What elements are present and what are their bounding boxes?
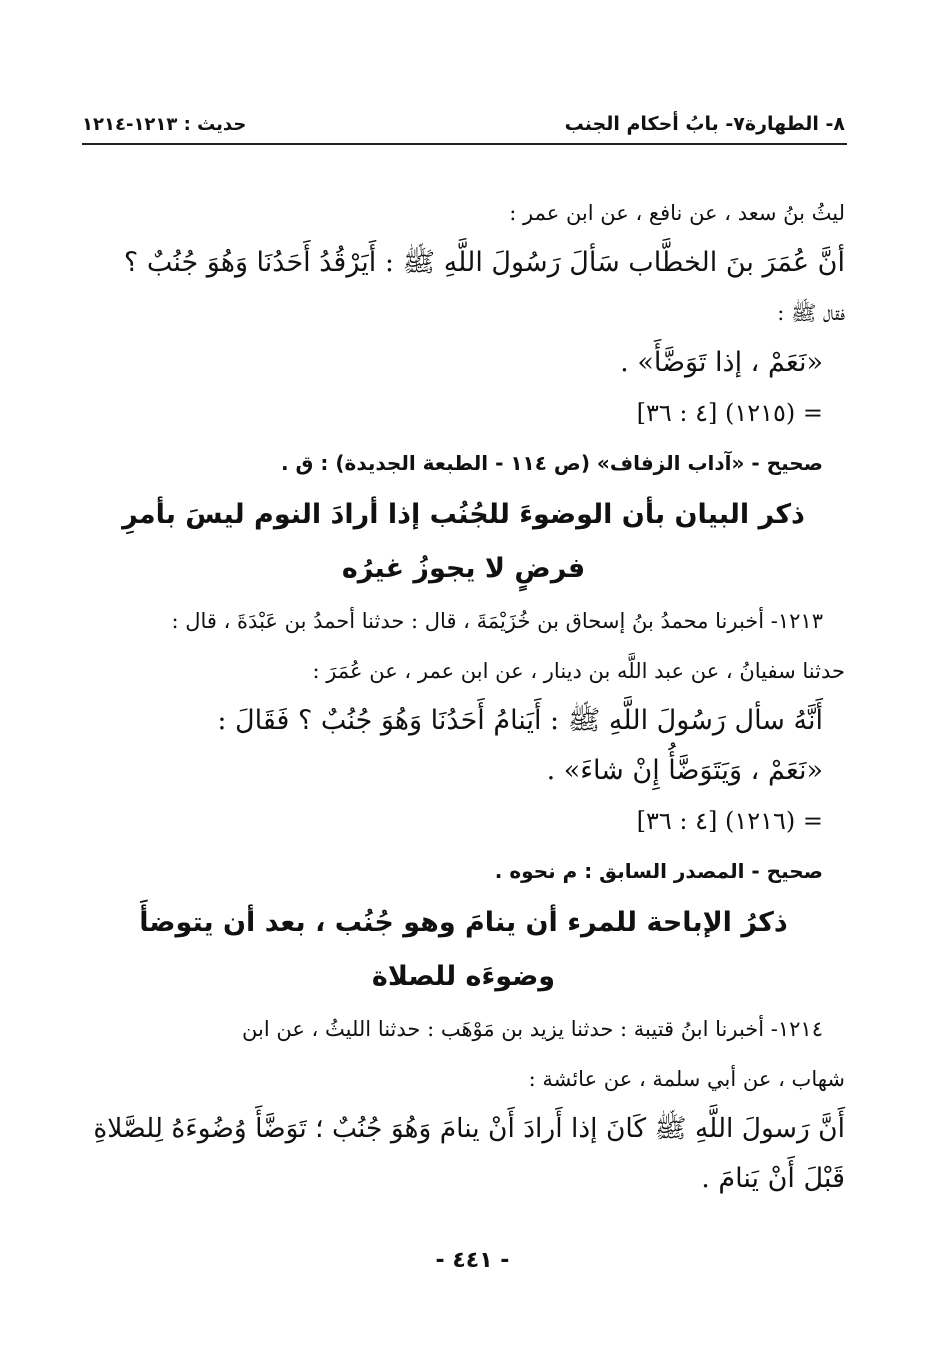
hadith-text-line: «نَعَمْ ، وَيَتَوَضَّأُ إِنْ شاءَ» . — [546, 755, 823, 786]
hadith-text-line: «نَعَمْ ، إذا تَوَضَّأَ» . — [620, 347, 823, 378]
grading-line: صحيح - «آداب الزفاف» (ص ١١٤ - الطبعة الجديدة) : ق . — [281, 451, 823, 475]
cross-reference: = (١٢١٦) [٤ : ٣٦] — [636, 807, 823, 835]
isnad-line: ١٢١٤- أخبرنا ابنُ قتيبة : حدثنا يزيد بن مَوْهَب : حدثنا الليثُ ، عن ابن — [242, 1017, 823, 1041]
section-heading: ذكر البيان بأن الوضوءَ للجُنُب إذا أرادَ النوم ليسَ بأمرِ — [122, 499, 805, 530]
section-title: ٨- الطهارة — [744, 113, 845, 135]
isnad-line: ليثُ بنُ سعد ، عن نافع ، عن ابن عمر : — [509, 201, 845, 225]
hadith-text-line: أنَّ عُمَرَ بنَ الخطَّاب سَألَ رَسُولَ اللَّهِ ﷺ : أَيَرْقُدُ أَحَدُنَا وَهُوَ جُنُبٌ ؟ — [123, 247, 845, 278]
isnad-line: شهاب ، عن أبي سلمة ، عن عائشة : — [528, 1067, 845, 1091]
isnad-line: حدثنا سفيانُ ، عن عبد اللَّه بن دينار ، عن ابن عمر ، عن عُمَرَ : — [312, 659, 845, 683]
page-number: - ٤٤١ - — [435, 1248, 510, 1273]
page-body — [82, 188, 845, 1204]
running-header — [82, 106, 845, 142]
hadith-range: حديث : ١٢١٣-١٢١٤ — [82, 113, 247, 135]
grading-line: صحيح - المصدر السابق : م نحوه . — [494, 859, 823, 883]
section-heading: وضوءَه للصلاة — [371, 961, 556, 992]
narration-line: فقال ﷺ : — [777, 301, 845, 325]
section-heading: فرضٍ لا يجوزُ غيرُه — [341, 553, 586, 584]
cross-reference: = (١٢١٥) [٤ : ٣٦] — [636, 399, 823, 427]
chapter-title: ٧- بابُ أحكام الجنب — [564, 113, 745, 135]
isnad-line: ١٢١٣- أخبرنا محمدُ بنُ إسحاق بن خُزَيْمَةَ ، قال : حدثنا أحمدُ بن عَبْدَةَ ، قال : — [171, 609, 823, 633]
hadith-text-line: قَبْلَ أَنْ يَنامَ . — [701, 1163, 845, 1194]
section-heading: ذكرُ الإباحة للمرء أن ينامَ وهو جُنُب ، بعد أن يتوضأَ — [139, 907, 788, 938]
hadith-text-line: أَنَّ رَسولَ اللَّهِ ﷺ كَانَ إذا أَرادَ أَنْ ينامَ وَهُوَ جُنُبٌ ؛ تَوَضَّأَ وُضُوءَهُ لِلصَّلاةِ — [93, 1113, 845, 1144]
header-rule — [82, 143, 847, 145]
hadith-text-line: أَنَّهُ سأل رَسُولَ اللَّهِ ﷺ : أَيَنامُ أَحَدُنَا وَهُوَ جُنُبٌ ؟ فَقَالَ : — [217, 705, 823, 736]
